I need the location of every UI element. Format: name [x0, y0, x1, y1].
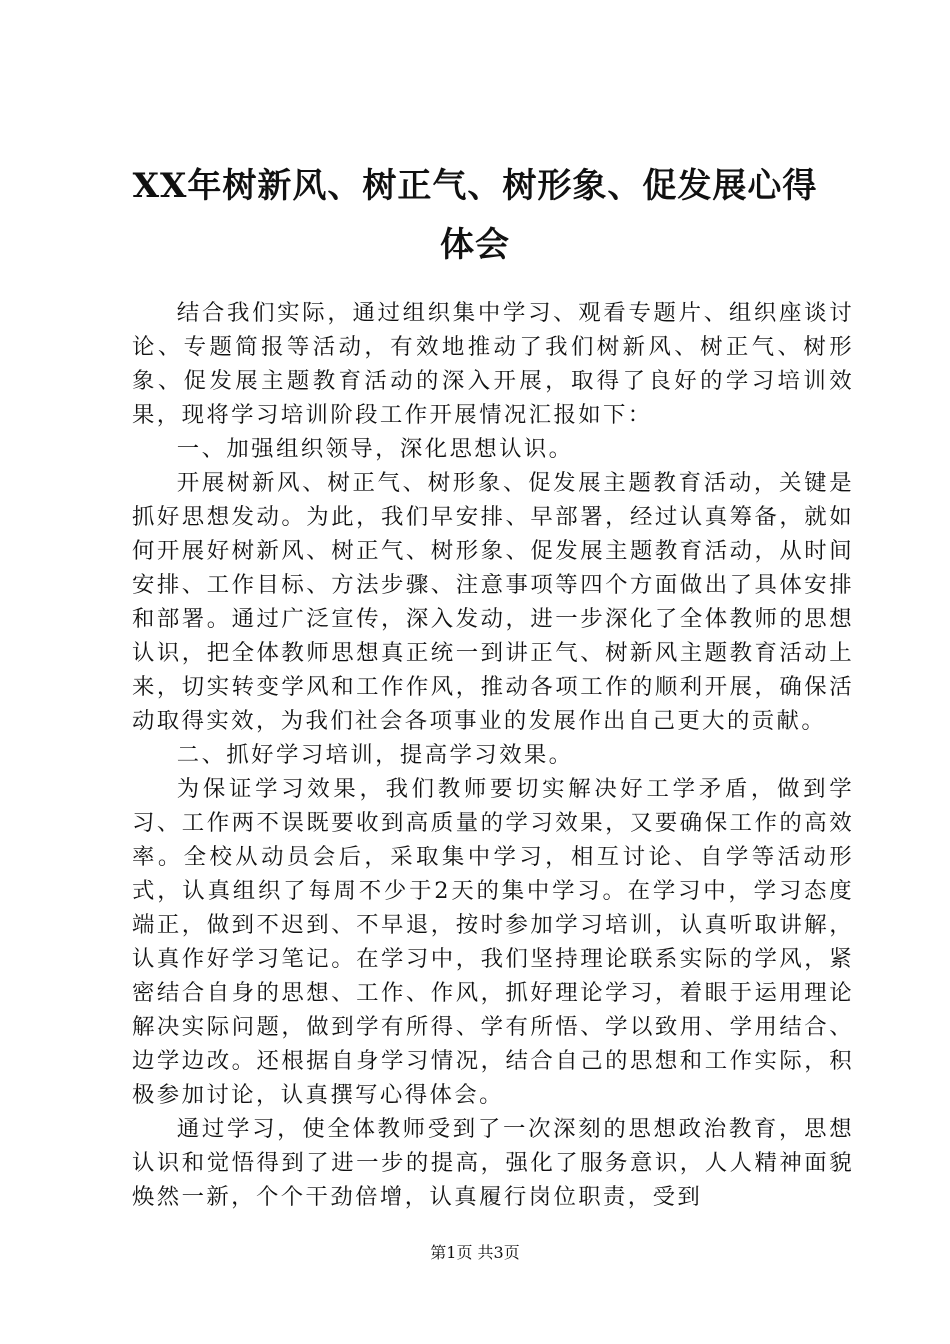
document-title-line-1: XX年树新风、树正气、树形象、促发展心得 — [132, 166, 818, 206]
paragraph-section-2: 为保证学习效果，我们教师要切实解决好工学矛盾，做到学习、工作两不误既要收到高质量的学习效果，又要确保工作的高效率。全校从动员会后，采取集中学习，相互讨论、自学等活动形式，认真组织了每周不少于2天的集中学习。在学习中，学习态度端正，做到不迟到、不早退，按时参加学习培训，认真听取讲解，认真作好学习笔记。在学习中，我们坚持理论联系实际的学风，紧密结合自身的思想、工作、作风，抓好理论学习，着眼于运用理论解决实际问题，做到学有所得、学有所悟、学以致用、学用结合、边学边改。还根据自身学习情况，结合自己的思想和工作实际，积极参加讨论，认真撰写心得体会。 — [132, 776, 854, 1108]
section-heading-1: 一、加强组织领导，深化思想认识。 — [176, 436, 574, 462]
section-heading-2: 二、抓好学习培训，提高学习效果。 — [176, 742, 574, 768]
document-body — [132, 296, 854, 1214]
paragraph-conclusion: 通过学习，使全体教师受到了一次深刻的思想政治教育，思想认识和觉悟得到了进一步的提高，强化了服务意识，人人精神面貌焕然一新，个个干劲倍增，认真履行岗位职责，受到 — [132, 1116, 854, 1210]
paragraph-intro: 结合我们实际，通过组织集中学习、观看专题片、组织座谈讨论、专题简报等活动，有效地推动了我们树新风、树正气、树形象、促发展主题教育活动的深入开展，取得了良好的学习培训效果，现将学习培训阶段工作开展情况汇报如下： — [132, 300, 854, 428]
document-title-line-2: 体会 — [440, 225, 510, 265]
page-number-footer: 第1页 共3页 — [430, 1243, 520, 1262]
paragraph-section-1: 开展树新风、树正气、树形象、促发展主题教育活动，关键是抓好思想发动。为此，我们早安排、早部署，经过认真筹备，就如何开展好树新风、树正气、树形象、促发展主题教育活动，从时间安排、工作目标、方法步骤、注意事项等四个方面做出了具体安排和部署。通过广泛宣传，深入发动，进一步深化了全体教师的思想认识，把全体教师思想真正统一到讲正气、树新风主题教育活动上来，切实转变学风和工作作风，推动各项工作的顺利开展，确保活动取得实效，为我们社会各项事业的发展作出自己更大的贡献。 — [132, 470, 854, 734]
